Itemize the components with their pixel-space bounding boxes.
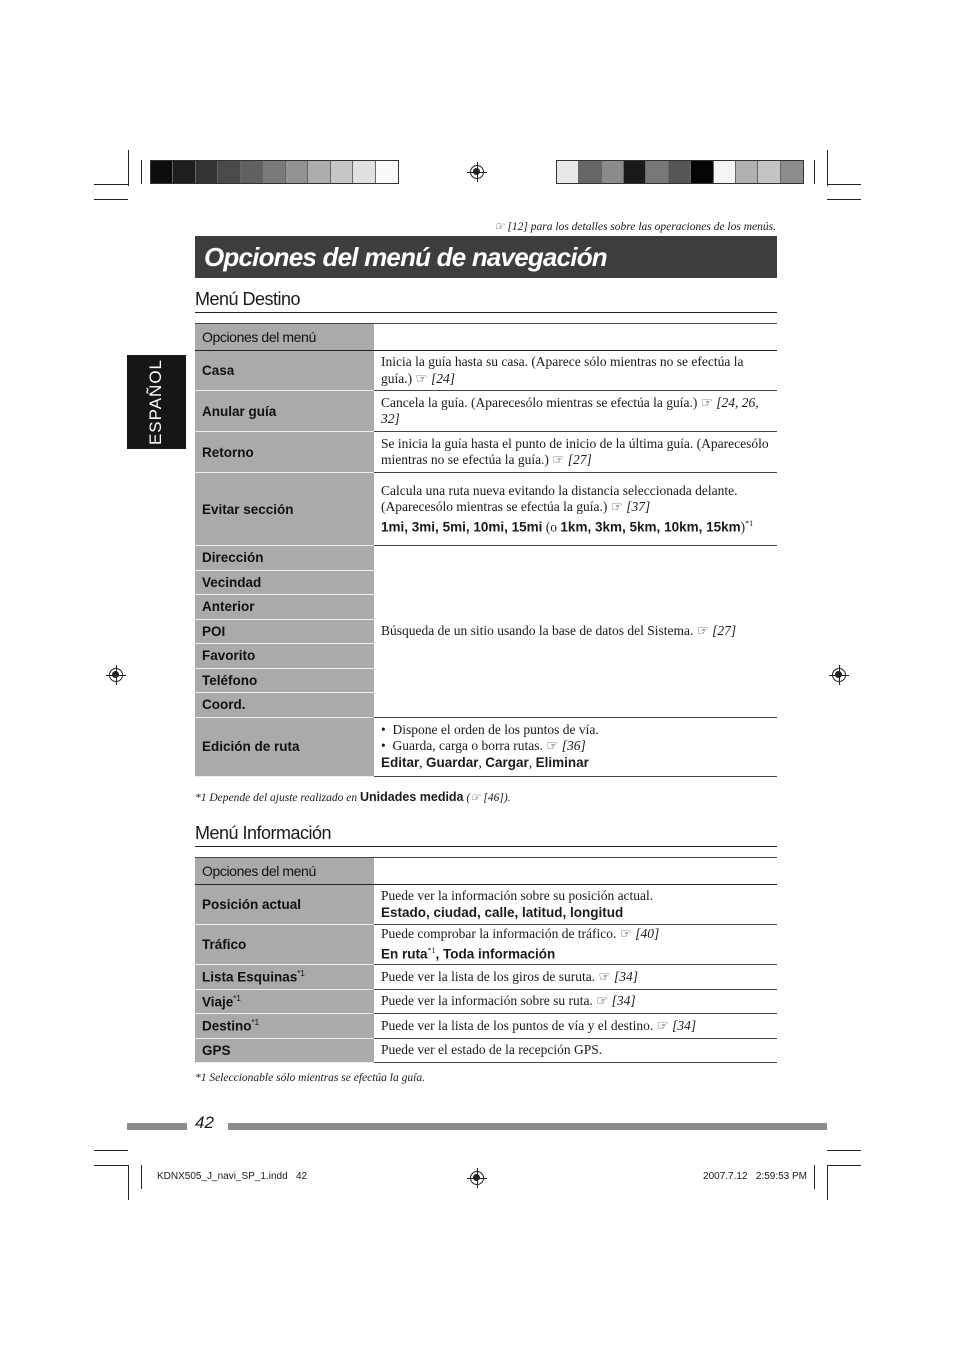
table-row: Posición actual Puede ver la información sobre su posición actual. Estado, ciudad, calle, latitud, longitud bbox=[195, 885, 777, 925]
crop-mark bbox=[141, 160, 142, 184]
table-row: Anular guía Cancela la guía. (Aparecesólo mientras se efectúa la guía.) ☞ [24, 26, 32] bbox=[195, 391, 777, 432]
crop-mark bbox=[827, 1165, 828, 1200]
table-row: Lista Esquinas$^{*1}$ Puede ver la lista de los giros de suruta. ☞ [34] bbox=[195, 965, 777, 990]
option-lista-esquinas: Lista Esquinas$^{*1}$ bbox=[195, 965, 374, 990]
table-row: Casa Inicia la guía hasta su casa. (Aparece sólo mientras no se efectúa la guía.) ☞ [24] bbox=[195, 351, 777, 391]
option-anterior: Anterior bbox=[195, 595, 374, 620]
list-item: • Dispone el orden de los puntos de vía. bbox=[381, 721, 599, 737]
table-row: Edición de ruta • Dispone el orden de los puntos de vía. • Guarda, carga o borra rutas. ☞ [36] Editar, Guardar, Cargar, Eliminar bbox=[195, 717, 777, 776]
option-casa: Casa bbox=[195, 351, 374, 391]
crop-mark bbox=[94, 1165, 128, 1166]
page-bar-right bbox=[228, 1123, 827, 1130]
crop-mark bbox=[827, 1150, 861, 1151]
crop-mark bbox=[128, 1165, 129, 1200]
crop-mark bbox=[827, 150, 828, 186]
file-slug: KDNX505_J_navi_SP_1.indd 42 bbox=[157, 1171, 308, 1182]
date-slug: 2007.7.12 2:59:53 PM bbox=[703, 1171, 807, 1182]
crop-mark bbox=[814, 1165, 815, 1189]
option-favorito: Favorito bbox=[195, 644, 374, 669]
option-direccion: Dirección bbox=[195, 546, 374, 571]
crop-mark bbox=[94, 184, 128, 185]
registration-mark-icon bbox=[109, 668, 123, 682]
grayscale-color-bar-left bbox=[150, 160, 399, 184]
table-row: Viaje$^{*1}$ Puede ver la información sobre su ruta. ☞ [34] bbox=[195, 990, 777, 1014]
option-vecindad: Vecindad bbox=[195, 570, 374, 595]
destino-menu-table bbox=[195, 323, 777, 777]
list-item: • Guarda, carga o borra rutas. ☞ [36] bbox=[381, 738, 586, 754]
crop-mark bbox=[827, 1165, 861, 1166]
registration-mark-icon bbox=[832, 668, 846, 682]
registration-mark-icon bbox=[470, 1171, 484, 1185]
informacion-menu-table bbox=[195, 857, 777, 1063]
option-poi: POI bbox=[195, 619, 374, 644]
table-row: Dirección Búsqueda de un sitio usando la base de datos del Sistema. ☞ [27] bbox=[195, 546, 777, 571]
crop-mark bbox=[128, 150, 129, 186]
option-gps: GPS bbox=[195, 1039, 374, 1063]
crop-mark bbox=[141, 1165, 142, 1189]
reference-note: ☞ [12] para los detalles sobre las operaciones de los menús. bbox=[494, 221, 776, 233]
table-header-row bbox=[195, 324, 777, 351]
page-number: 42 bbox=[195, 1113, 214, 1132]
option-telefono: Teléfono bbox=[195, 668, 374, 693]
crop-mark bbox=[827, 199, 861, 200]
crop-mark bbox=[814, 160, 815, 184]
crop-mark bbox=[94, 1150, 128, 1151]
table-row: GPS Puede ver el estado de la recepción GPS. bbox=[195, 1039, 777, 1063]
grayscale-color-bar-right bbox=[556, 160, 804, 184]
option-retorno: Retorno bbox=[195, 432, 374, 473]
table-row: Evitar sección Calcula una ruta nueva evitando la distancia seleccionada delante. (Aparecesólo mientras se efectúa la guía.) ☞ [37] 1mi, 3mi, 5mi, 10mi, 15mi (o 1km, 3km, 5km, 10km, 15km)$^{*1}$ bbox=[195, 473, 777, 546]
section-title-destino: Menú Destino bbox=[195, 289, 777, 313]
crop-mark bbox=[94, 199, 128, 200]
table-row: Retorno Se inicia la guía hasta el punto de inicio de la última guía. (Aparecesólo mientras no se efectúa la guía.) ☞ [27] bbox=[195, 432, 777, 473]
option-edicion-de-ruta: Edición de ruta bbox=[195, 717, 374, 776]
table-header-row bbox=[195, 858, 777, 885]
header-options-label: Opciones del menú bbox=[195, 324, 374, 351]
option-destino: Destino$^{*1}$ bbox=[195, 1014, 374, 1039]
option-coord: Coord. bbox=[195, 693, 374, 718]
option-evitar-seccion: Evitar sección bbox=[195, 473, 374, 546]
option-anular-guia: Anular guía bbox=[195, 391, 374, 432]
registration-mark-icon bbox=[470, 165, 484, 179]
option-viaje: Viaje$^{*1}$ bbox=[195, 990, 374, 1014]
table-row: Destino$^{*1}$ Puede ver la lista de los puntos de vía y el destino. ☞ [34] bbox=[195, 1014, 777, 1039]
informacion-footnote: *1 Seleccionable sólo mientras se efectúa la guía. bbox=[195, 1072, 425, 1084]
language-tab bbox=[127, 355, 186, 449]
option-posicion-actual: Posición actual bbox=[195, 885, 374, 925]
option-trafico: Tráfico bbox=[195, 925, 374, 965]
section-title-informacion: Menú Información bbox=[195, 823, 777, 847]
page-title: Opciones del menú de navegación bbox=[195, 236, 777, 278]
language-tab-label: ESPAÑOL bbox=[146, 358, 166, 446]
page-bar-left bbox=[127, 1123, 187, 1130]
header-options-label: Opciones del menú bbox=[195, 858, 374, 885]
table-row: Tráfico Puede comprobar la información de tráfico. ☞ [40] En ruta$^{*1}$, Toda información bbox=[195, 925, 777, 965]
crop-mark bbox=[827, 184, 861, 185]
destino-footnote: *1 Depende del ajuste realizado en Unidades medida (☞ [46]). bbox=[195, 790, 511, 804]
